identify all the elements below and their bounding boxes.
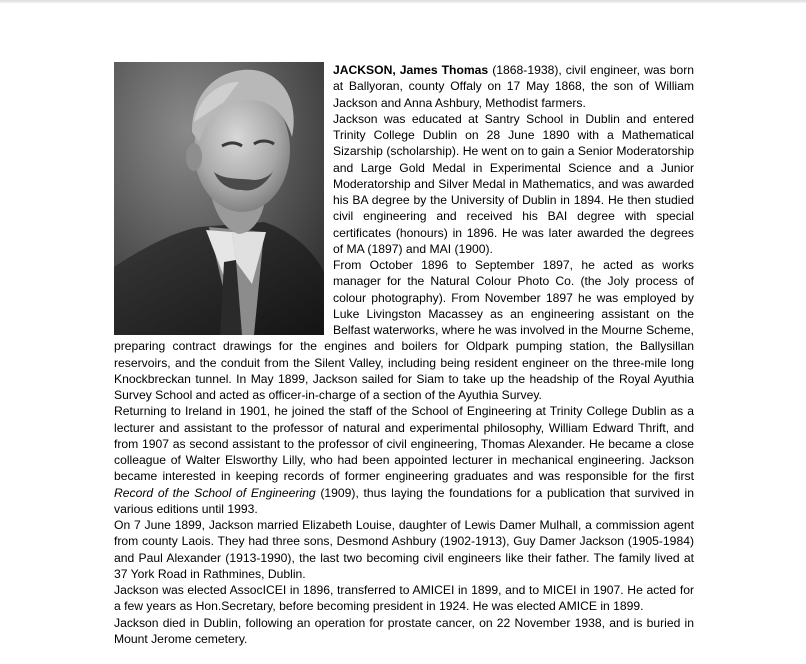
career-paragraph: From October 1896 to September 1897, he acted as works manager for the Natural Colour Photo Co. (the Joly process of colour photography). From November 1897 he was employed by Luke Livingston Macassey as an engineering assistant on the Belfast waterworks, where he was involved in the Mourne Scheme, preparing contract drawings for the engines and boilers for Oldpark pumping station, the Ballysillan reservoirs, and the conduit from the Silent Valley, including being resident engineer on the three-mile long Knockbreckan tunnel. In May 1899, Jackson sailed for Siam to take up the headship of the Royal Ayuthia Survey School and acted as officer-in-charge of a section of the Ayuthia Survey. (114, 258, 694, 402)
viewer-top-edge (0, 0, 806, 3)
entry-name: JACKSON, James Thomas (333, 63, 489, 77)
education-paragraph: Jackson was educated at Santry School in Dublin and entered Trinity College Dublin on 28 June 1890 with a Mathematical Sizarship (scholarship). He went on to gain a Senior Moderatorship and Large Gold Medal in Experimental Science and a Junior Moderatorship and Silver Medal in Mathematics, and was awarded his BA degree by the University of Dublin in 1894. He then studied civil engineering and received his BAI degree with special certificates (honours) in 1896. He was later awarded the degrees of MA (1897) and MAI (1900). (333, 111, 694, 256)
portrait-photo (114, 62, 324, 335)
return-text-a: Returning to Ireland in 1901, he joined the staff of the School of Engineering at Trinity College Dublin as a lecturer and assistant to the professor of natural and experimental philosophy, William Edward Thrift, and from 1907 as second assistant to the professor of civil engineering, Thomas Alexander. He became a close colleague of Walter Elsworthy Lilly, who had been appointed lecturer in mechanical engineering. Jackson became interested in keeping records of former engineering graduates and was responsible for the first (114, 404, 694, 484)
family-paragraph: On 7 June 1899, Jackson married Elizabeth Louise, daughter of Lewis Damer Mulhall, a commission agent from county Laois. They had three sons, Desmond Ashbury (1902-1913), Guy Damer Jackson (1905-1984) and Paul Alexander (1913-1990), the last two becoming civil engineers like their father. The family lived at 37 York Road in Rathmines, Dublin. (114, 518, 694, 581)
institution-paragraph: Jackson was elected AssocICEI in 1896, transferred to AMICEI in 1899, and to MICEI in 1907. He acted for a few years as Hon.Secretary, before becoming president in 1924. He was elected AMICE in 1899. (114, 583, 694, 614)
record-title: Record of the School of Engineering (114, 485, 316, 500)
intro-text: (1868-1938), civil engineer, was born at Ballyoran, county Offaly on 17 May 1868, the son of William Jackson and Anna Ashbury, Methodist farmers. (333, 63, 694, 110)
return-text-b: (1909), thus laying the foundations for a publication that survived in various editions until 1993. (114, 485, 694, 516)
biography-page (114, 62, 694, 647)
death-paragraph: Jackson died in Dublin, following an operation for prostate cancer, on 22 November 1938, and is buried in Mount Jerome cemetery. (114, 615, 694, 646)
return-paragraph (114, 403, 694, 517)
